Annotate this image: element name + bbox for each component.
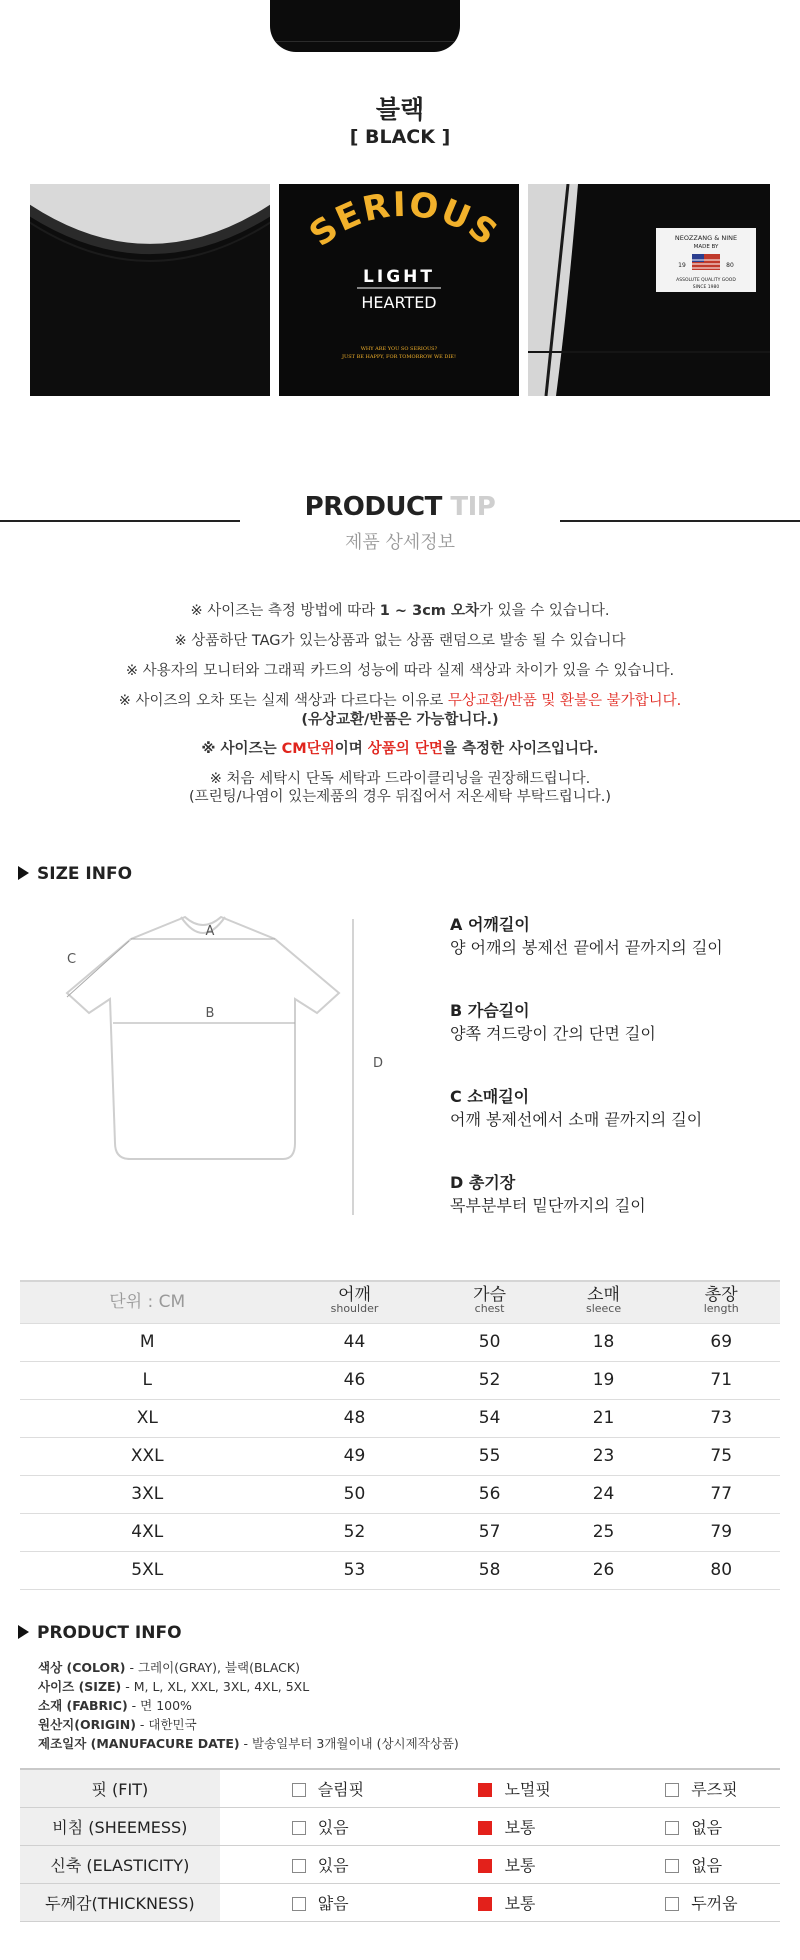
value-cell: 21 [545,1399,663,1437]
fit-option [593,1845,780,1883]
info-key: 소재 (FABRIC) [38,1698,128,1713]
tag-line-2: MADE BY [693,244,719,250]
fit-option [220,1807,407,1845]
value-cell: 24 [545,1475,663,1513]
fit-option [593,1883,780,1921]
tag-num-left: 19 [678,262,686,269]
measure-b-desc: 양쪽 겨드랑이 간의 단면 길이 [450,1024,656,1043]
fit-option [593,1807,780,1845]
value-cell: 56 [435,1475,545,1513]
unit-header [20,1281,275,1323]
col-header [662,1281,780,1323]
table-row [20,1323,780,1361]
note-4 [0,691,800,711]
fit-option-label: 있음 [317,1855,349,1875]
value-cell: 73 [662,1399,780,1437]
table-row [20,1551,780,1589]
fit-option-selected [406,1769,593,1807]
size-table [20,1280,780,1590]
checked-box-icon [478,1783,492,1797]
measure-c-title: C 소매길이 [450,1087,530,1106]
fit-row [20,1883,780,1921]
neckline-photo [30,184,270,396]
col-header [435,1281,545,1323]
size-cell: 3XL [20,1475,275,1513]
fit-option [220,1845,407,1883]
checkbox-icon [665,1821,679,1835]
print-small-text-2: JUST BE HAPPY, FOR TOMORROW WE DIE! [342,354,456,360]
value-cell: 25 [545,1513,663,1551]
note-4-a: ※ 사이즈의 오차 또는 실제 색상과 다르다는 이유로 [118,693,448,709]
fit-row [20,1807,780,1845]
tag-photo [528,184,770,396]
value-cell: 80 [662,1551,780,1589]
col-ko: 총장 [704,1285,738,1306]
size-cell: M [20,1323,275,1361]
info-origin [38,1715,197,1734]
fit-option-label: 없음 [691,1817,723,1837]
table-row [20,1399,780,1437]
info-color [38,1658,300,1677]
measure-a-title: A 어깨길이 [450,915,530,934]
print-small-text-1: WHY ARE YOU SO SERIOUS? [360,346,438,352]
value-cell: 58 [435,1551,545,1589]
print-hearted-text: HEARTED [361,293,437,312]
table-row [20,1513,780,1551]
fit-option-selected [406,1883,593,1921]
note-5-a: ※ 사이즈는 [201,741,282,757]
value-cell: 46 [275,1361,435,1399]
note-5-b: CM단위 [281,741,335,757]
col-ko: 가슴 [473,1285,506,1306]
checkbox-icon [292,1859,306,1873]
value-cell: 52 [435,1361,545,1399]
print-light-text: LIGHT [363,267,435,287]
note-5 [0,739,800,759]
measure-c-desc: 어깨 봉제선에서 소매 끝까지의 길이 [450,1110,703,1129]
note-4-c: (유상교환/반품은 가능합니다.) [301,712,499,728]
print-illustration [279,184,519,396]
fit-row-label: 비침 (SHEEMESS) [20,1807,220,1845]
diagram-label-b: B [205,1006,215,1021]
col-en: shoulder [330,1302,379,1316]
measure-d-desc: 목부분부터 밑단까지의 길이 [450,1196,646,1215]
value-cell: 55 [435,1437,545,1475]
note-2: ※ 상품하단 TAG가 있는상품과 없는 상품 랜덤으로 발송 될 수 있습니다 [174,633,626,649]
value-cell: 77 [662,1475,780,1513]
note-1-c: 가 있을 수 있습니다. [478,603,610,619]
value-cell: 50 [435,1323,545,1361]
fit-option-label: 없음 [691,1855,723,1875]
tag-line-3: ASSOLUTE QUALITY GOOD [676,278,736,283]
info-value: - 그레이(GRAY), 블랙(BLACK) [125,1660,300,1675]
size-table-header [20,1281,780,1323]
fit-option [593,1769,780,1807]
fit-option-label: 슬림핏 [317,1779,365,1799]
table-row [20,1437,780,1475]
info-key: 제조일자 (MANUFACURE DATE) [38,1736,240,1751]
info-size [38,1677,309,1696]
checked-box-icon [478,1859,492,1873]
fit-option [220,1769,407,1807]
fit-option-label: 얇음 [317,1893,349,1913]
note-4-b: 무상교환/반품 및 환불은 불가합니다. [447,693,682,709]
color-name-en: [ BLACK ] [349,126,451,148]
value-cell: 69 [662,1323,780,1361]
checked-box-icon [478,1821,492,1835]
measure-c [450,1085,702,1131]
fit-row [20,1845,780,1883]
value-cell: 79 [662,1513,780,1551]
unit-label: 단위 : CM [109,1292,186,1313]
checkbox-icon [665,1859,679,1873]
triangle-icon [18,1625,29,1639]
fit-table [20,1768,780,1922]
fit-option-label: 있음 [317,1817,349,1837]
info-value: - 면 100% [127,1698,192,1713]
table-row [20,1361,780,1399]
size-cell: 4XL [20,1513,275,1551]
value-cell: 52 [275,1513,435,1551]
print-photo [279,184,519,396]
note-6-a: ※ 처음 세탁시 단독 세탁과 드라이클리닝을 권장해드립니다. [209,771,591,787]
size-cell: L [20,1361,275,1399]
value-cell: 71 [662,1361,780,1399]
tag-num-right: 80 [726,262,734,269]
note-1 [0,601,800,621]
size-info-heading-text: SIZE INFO [37,864,133,884]
value-cell: 54 [435,1399,545,1437]
product-tip-title-a: PRODUCT [304,492,451,522]
diagram-label-c: C [67,952,77,967]
tag-line-1: NEOZZANG & NINE [674,234,738,242]
fit-option-selected [406,1845,593,1883]
neckline-illustration [30,184,270,396]
checkbox-icon [665,1783,679,1797]
info-fabric [38,1696,192,1715]
print-arc-text: SERIOUS [302,184,506,255]
value-cell: 75 [662,1437,780,1475]
info-key: 사이즈 (SIZE) [38,1679,122,1694]
value-cell: 18 [545,1323,663,1361]
fit-option-label: 노멀핏 [504,1779,551,1799]
checkbox-icon [292,1897,306,1911]
value-cell: 57 [435,1513,545,1551]
note-1-b: 1 ~ 3cm 오차 [379,603,479,619]
value-cell: 49 [275,1437,435,1475]
fit-option-label: 루즈핏 [691,1779,738,1799]
measure-d-title: D 총기장 [450,1173,516,1192]
value-cell: 53 [275,1551,435,1589]
diagram-label-a: A [205,924,215,939]
diagram-label-d: D [373,1056,384,1071]
value-cell: 23 [545,1437,663,1475]
fit-option-label: 보통 [504,1817,536,1837]
measure-a-desc: 양 어깨의 봉제선 끝에서 끝까지의 길이 [450,938,723,957]
fit-option-label: 보통 [504,1855,536,1875]
fit-row [20,1769,780,1807]
fit-option-label: 두꺼움 [691,1893,738,1913]
product-info-heading-text: PRODUCT INFO [37,1623,182,1643]
value-cell: 26 [545,1551,663,1589]
color-name: 블랙 [375,95,425,124]
note-5-c: 이며 [334,741,368,757]
measure-a [450,913,723,959]
value-cell: 48 [275,1399,435,1437]
info-value: - 대한민국 [135,1717,197,1732]
product-tip-subtitle: 제품 상세정보 [344,532,456,553]
info-date [38,1734,459,1753]
product-tip-title [0,492,800,522]
note-1-a: ※ 사이즈는 측정 방법에 따라 [190,603,380,619]
fit-option-label: 보통 [504,1893,536,1913]
size-diagram [55,905,395,1230]
info-key: 색상 (COLOR) [38,1660,126,1675]
size-cell: XXL [20,1437,275,1475]
measure-d [450,1171,646,1217]
size-cell: XL [20,1399,275,1437]
product-info-heading [18,1623,182,1643]
value-cell: 19 [545,1361,663,1399]
product-tip-title-b: TIP [450,492,496,522]
checkbox-icon [292,1783,306,1797]
shirt-hem-image [270,0,460,52]
value-cell: 44 [275,1323,435,1361]
note-5-d: 상품의 단면 [367,741,443,757]
tag-illustration [528,184,770,396]
size-cell: 5XL [20,1551,275,1589]
info-value: - M, L, XL, XXL, 3XL, 4XL, 5XL [121,1679,310,1694]
fit-row-label: 핏 (FIT) [20,1769,220,1807]
checkbox-icon [292,1821,306,1835]
checked-box-icon [478,1897,492,1911]
checkbox-icon [665,1897,679,1911]
col-en: sleece [585,1302,622,1316]
info-key: 원산지(ORIGIN) [38,1717,136,1732]
tag-line-4: SINCE 1980 [692,285,720,290]
measure-b [450,999,656,1045]
fit-option [220,1883,407,1921]
table-row [20,1475,780,1513]
col-en: chest [474,1302,505,1316]
value-cell: 50 [275,1475,435,1513]
triangle-icon [18,866,29,880]
fit-row-label: 두께감(THICKNESS) [20,1883,220,1921]
size-info-heading [18,864,132,884]
col-ko: 소매 [587,1285,620,1306]
note-3: ※ 사용자의 모니터와 그래픽 카드의 성능에 따라 실제 색상과 차이가 있을 수 있습니다. [125,663,675,679]
fit-row-label: 신축 (ELASTICITY) [20,1845,220,1883]
note-6-b: (프린팅/나염이 있는제품의 경우 뒤집어서 저온세탁 부탁드립니다.) [188,789,612,805]
fit-option-selected [406,1807,593,1845]
info-value: - 발송일부터 3개월이내 (상시제작상품) [239,1736,459,1751]
col-header [545,1281,663,1323]
measure-b-title: B 가슴길이 [450,1001,530,1020]
col-header [275,1281,435,1323]
col-en: length [703,1302,739,1316]
note-5-e: 을 측정한 사이즈입니다. [442,741,599,757]
col-ko: 어깨 [338,1285,371,1306]
